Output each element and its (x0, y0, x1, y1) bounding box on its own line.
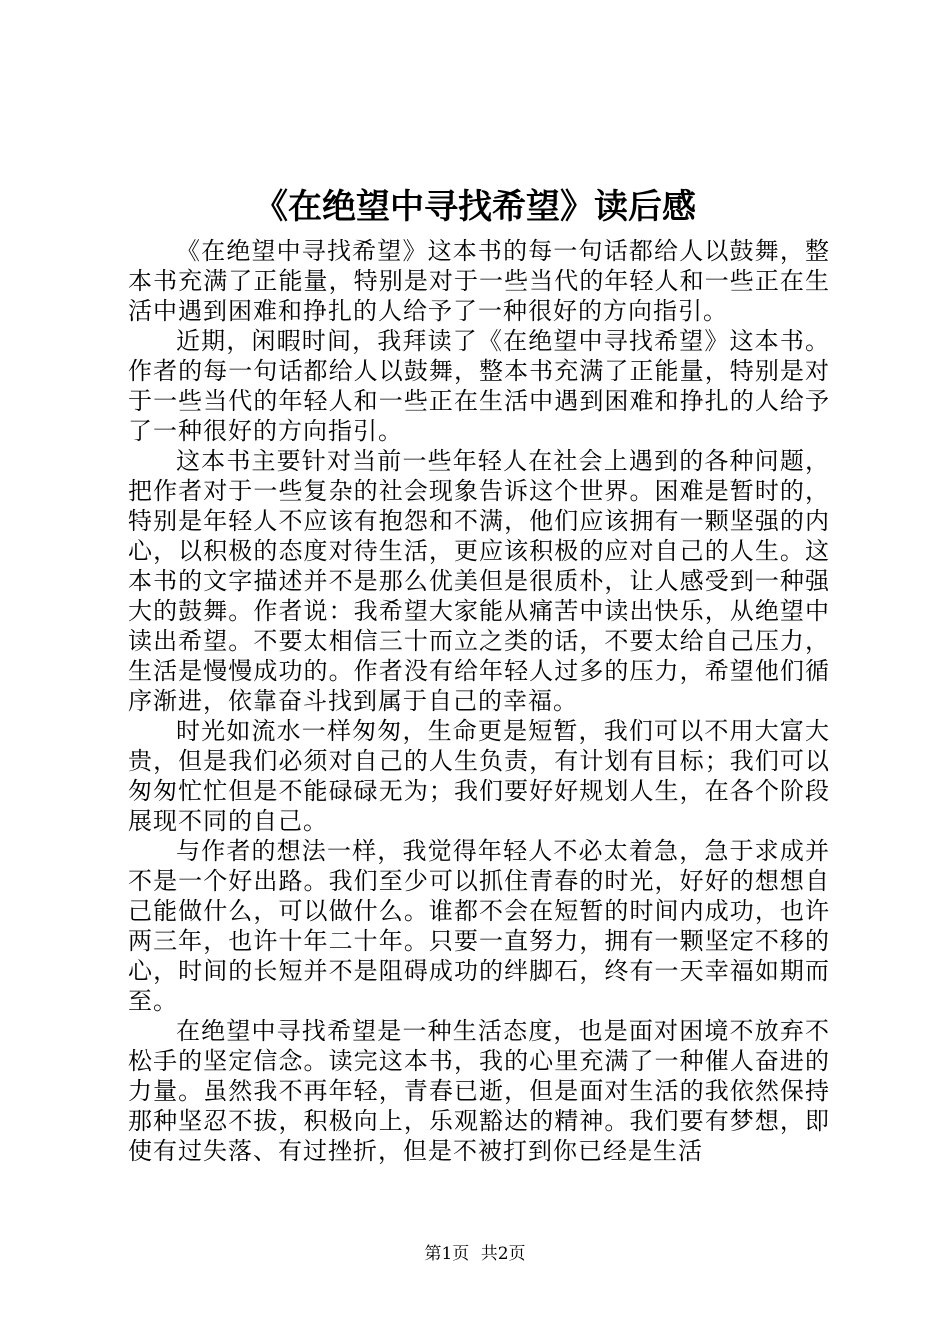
paragraph-3: 这本书主要针对当前一些年轻人在社会上遇到的各种问题，把作者对于一些复杂的社会现象告诉这个世界。困难是暂时的，特别是年轻人不应该有抱怨和不满，他们应该拥有一颗坚强的内心，以积极的态度对待生活，更应该积极的应对自己的人生。这本书的文字描述并不是那么优美但是很质朴，让人感受到一种强大的鼓舞。作者说：我希望大家能从痛苦中读出快乐，从绝望中读出希望。不要太相信三十而立之类的话，不要太给自己压力，生活是慢慢成功的。作者没有给年轻人过多的压力，希望他们循序渐进，依靠奋斗找到属于自己的幸福。 (128, 447, 830, 715)
page-footer (0, 1242, 950, 1266)
page-number: 第1页 (424, 1244, 470, 1264)
page-total: 共2页 (480, 1244, 526, 1264)
paragraph-4: 时光如流水一样匆匆，生命更是短暂，我们可以不用大富大贵，但是我们必须对自己的人生负责，有计划有目标；我们可以匆匆忙忙但是不能碌碌无为；我们要好好规划人生，在各个阶段展现不同的自己。 (128, 717, 830, 835)
paragraph-6: 在绝望中寻找希望是一种生活态度，也是面对困境不放弃不松手的坚定信念。读完这本书，我的心里充满了一种催人奋进的力量。虽然我不再年轻，青春已逝，但是面对生活的我依然保持那种坚忍不拔，积极向上，乐观豁达的精神。我们要有梦想，即使有过失落、有过挫折，但是不被打到你已经是生活 (128, 1017, 830, 1165)
paragraph-1: 《在绝望中寻找希望》这本书的每一句话都给人以鼓舞，整本书充满了正能量，特别是对于一些当代的年轻人和一些正在生活中遇到困难和挣扎的人给予了一种很好的方向指引。 (128, 237, 830, 325)
paragraph-5: 与作者的想法一样，我觉得年轻人不必太着急，急于求成并不是一个好出路。我们至少可以抓住青春的时光，好好的想想自己能做什么，可以做什么。谁都不会在短暂的时间内成功，也许两三年，也许十年二十年。只要一直努力，拥有一颗坚定不移的心，时间的长短并不是阻碍成功的绊脚石，终有一天幸福如期而至。 (128, 837, 830, 1015)
document-body (128, 236, 830, 1166)
document-title: 《在绝望中寻找希望》读后感 (254, 187, 696, 227)
paragraph-2: 近期，闲暇时间，我拜读了《在绝望中寻找希望》这本书。作者的每一句话都给人以鼓舞，整本书充满了正能量，特别是对于一些当代的年轻人和一些正在生活中遇到困难和挣扎的人给予了一种很好的方向指引。 (128, 327, 830, 445)
